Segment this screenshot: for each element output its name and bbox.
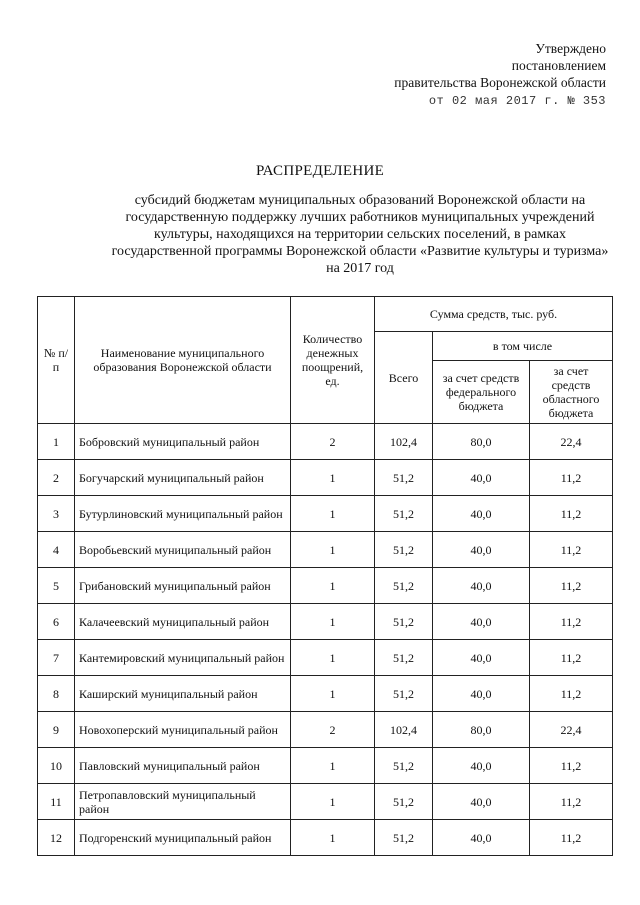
table-row [38, 640, 613, 676]
table-row [38, 784, 613, 820]
row-num: 5 [38, 568, 75, 604]
row-municipality-name: Новохоперский муниципальный район [75, 712, 291, 748]
row-federal: 40,0 [433, 496, 530, 532]
document-title: РАСПРЕДЕЛЕНИЕ [255, 163, 385, 179]
row-num: 12 [38, 820, 75, 856]
row-federal: 80,0 [433, 712, 530, 748]
row-total: 51,2 [375, 496, 433, 532]
row-regional: 11,2 [530, 820, 613, 856]
row-regional: 22,4 [530, 424, 613, 460]
table-row [38, 748, 613, 784]
row-regional: 11,2 [530, 496, 613, 532]
row-num: 4 [38, 532, 75, 568]
row-regional: 11,2 [530, 532, 613, 568]
row-regional: 11,2 [530, 748, 613, 784]
header-including: в том числе [433, 332, 613, 361]
row-municipality-name: Воробьевский муниципальный район [75, 532, 291, 568]
row-municipality-name: Богучарский муниципальный район [75, 460, 291, 496]
row-num: 11 [38, 784, 75, 820]
row-count: 2 [291, 424, 375, 460]
row-federal: 40,0 [433, 676, 530, 712]
row-num: 7 [38, 640, 75, 676]
row-municipality-name: Павловский муниципальный район [75, 748, 291, 784]
row-regional: 11,2 [530, 784, 613, 820]
row-total: 51,2 [375, 748, 433, 784]
table-row [38, 820, 613, 856]
row-federal: 40,0 [433, 640, 530, 676]
row-total: 51,2 [375, 784, 433, 820]
header-total: Всего [375, 332, 433, 424]
row-municipality-name: Кантемировский муниципальный район [75, 640, 291, 676]
table-row [38, 712, 613, 748]
table-row [38, 676, 613, 712]
row-federal: 80,0 [433, 424, 530, 460]
row-num: 3 [38, 496, 75, 532]
row-total: 51,2 [375, 640, 433, 676]
row-count: 1 [291, 460, 375, 496]
row-num: 8 [38, 676, 75, 712]
row-regional: 11,2 [530, 568, 613, 604]
row-regional: 22,4 [530, 712, 613, 748]
document-subtitle: субсидий бюджетам муниципальных образований Воронежской области на государственную поддержку лучших работников муниципальных учреждений культуры, находящихся на территории сельских поселений, в рамках государственной программы Воронежской области «Развитие культуры и туризма» на 2017 год [111, 193, 609, 276]
row-count: 1 [291, 784, 375, 820]
row-count: 1 [291, 604, 375, 640]
row-total: 51,2 [375, 604, 433, 640]
approval-line-government: правительства Воронежской области [394, 75, 606, 90]
table-row [38, 604, 613, 640]
row-municipality-name: Грибановский муниципальный район [75, 568, 291, 604]
table-body [38, 424, 613, 856]
row-count: 1 [291, 640, 375, 676]
row-num: 2 [38, 460, 75, 496]
row-federal: 40,0 [433, 748, 530, 784]
header-name: Наименование муниципального образования Воронежской области [75, 297, 291, 424]
row-regional: 11,2 [530, 604, 613, 640]
row-total: 51,2 [375, 532, 433, 568]
row-count: 1 [291, 568, 375, 604]
row-municipality-name: Подгоренский муниципальный район [75, 820, 291, 856]
approval-block [394, 40, 606, 110]
header-count: Количество денежных поощрений, ед. [291, 297, 375, 424]
row-federal: 40,0 [433, 784, 530, 820]
table-row [38, 568, 613, 604]
row-count: 1 [291, 532, 375, 568]
table-row [38, 460, 613, 496]
row-count: 1 [291, 748, 375, 784]
row-count: 1 [291, 820, 375, 856]
row-municipality-name: Бобровский муниципальный район [75, 424, 291, 460]
row-regional: 11,2 [530, 640, 613, 676]
row-total: 51,2 [375, 460, 433, 496]
table-header [38, 297, 613, 424]
row-federal: 40,0 [433, 568, 530, 604]
row-federal: 40,0 [433, 820, 530, 856]
distribution-table [37, 296, 613, 856]
header-regional: за счет средств областного бюджета [530, 361, 613, 424]
row-total: 51,2 [375, 676, 433, 712]
approval-line-resolution: постановлением [511, 58, 606, 73]
row-total: 102,4 [375, 424, 433, 460]
row-federal: 40,0 [433, 532, 530, 568]
header-num: № п/п [38, 297, 75, 424]
row-num: 10 [38, 748, 75, 784]
approval-line-approved: Утверждено [535, 41, 606, 56]
row-municipality-name: Петропавловский муниципальный район [75, 784, 291, 820]
row-num: 1 [38, 424, 75, 460]
row-federal: 40,0 [433, 604, 530, 640]
table-row [38, 496, 613, 532]
row-num: 6 [38, 604, 75, 640]
row-municipality-name: Калачеевский муниципальный район [75, 604, 291, 640]
row-municipality-name: Бутурлиновский муниципальный район [75, 496, 291, 532]
row-federal: 40,0 [433, 460, 530, 496]
header-sum: Сумма средств, тыс. руб. [375, 297, 613, 332]
row-num: 9 [38, 712, 75, 748]
approval-date-stamp: от 02 мая 2017 г. № 353 [428, 94, 606, 108]
row-total: 102,4 [375, 712, 433, 748]
table-row [38, 424, 613, 460]
row-municipality-name: Каширский муниципальный район [75, 676, 291, 712]
row-regional: 11,2 [530, 460, 613, 496]
row-regional: 11,2 [530, 676, 613, 712]
row-total: 51,2 [375, 568, 433, 604]
table-row [38, 532, 613, 568]
row-count: 2 [291, 712, 375, 748]
row-count: 1 [291, 676, 375, 712]
row-total: 51,2 [375, 820, 433, 856]
row-count: 1 [291, 496, 375, 532]
header-federal: за счет средств федерального бюджета [433, 361, 530, 424]
